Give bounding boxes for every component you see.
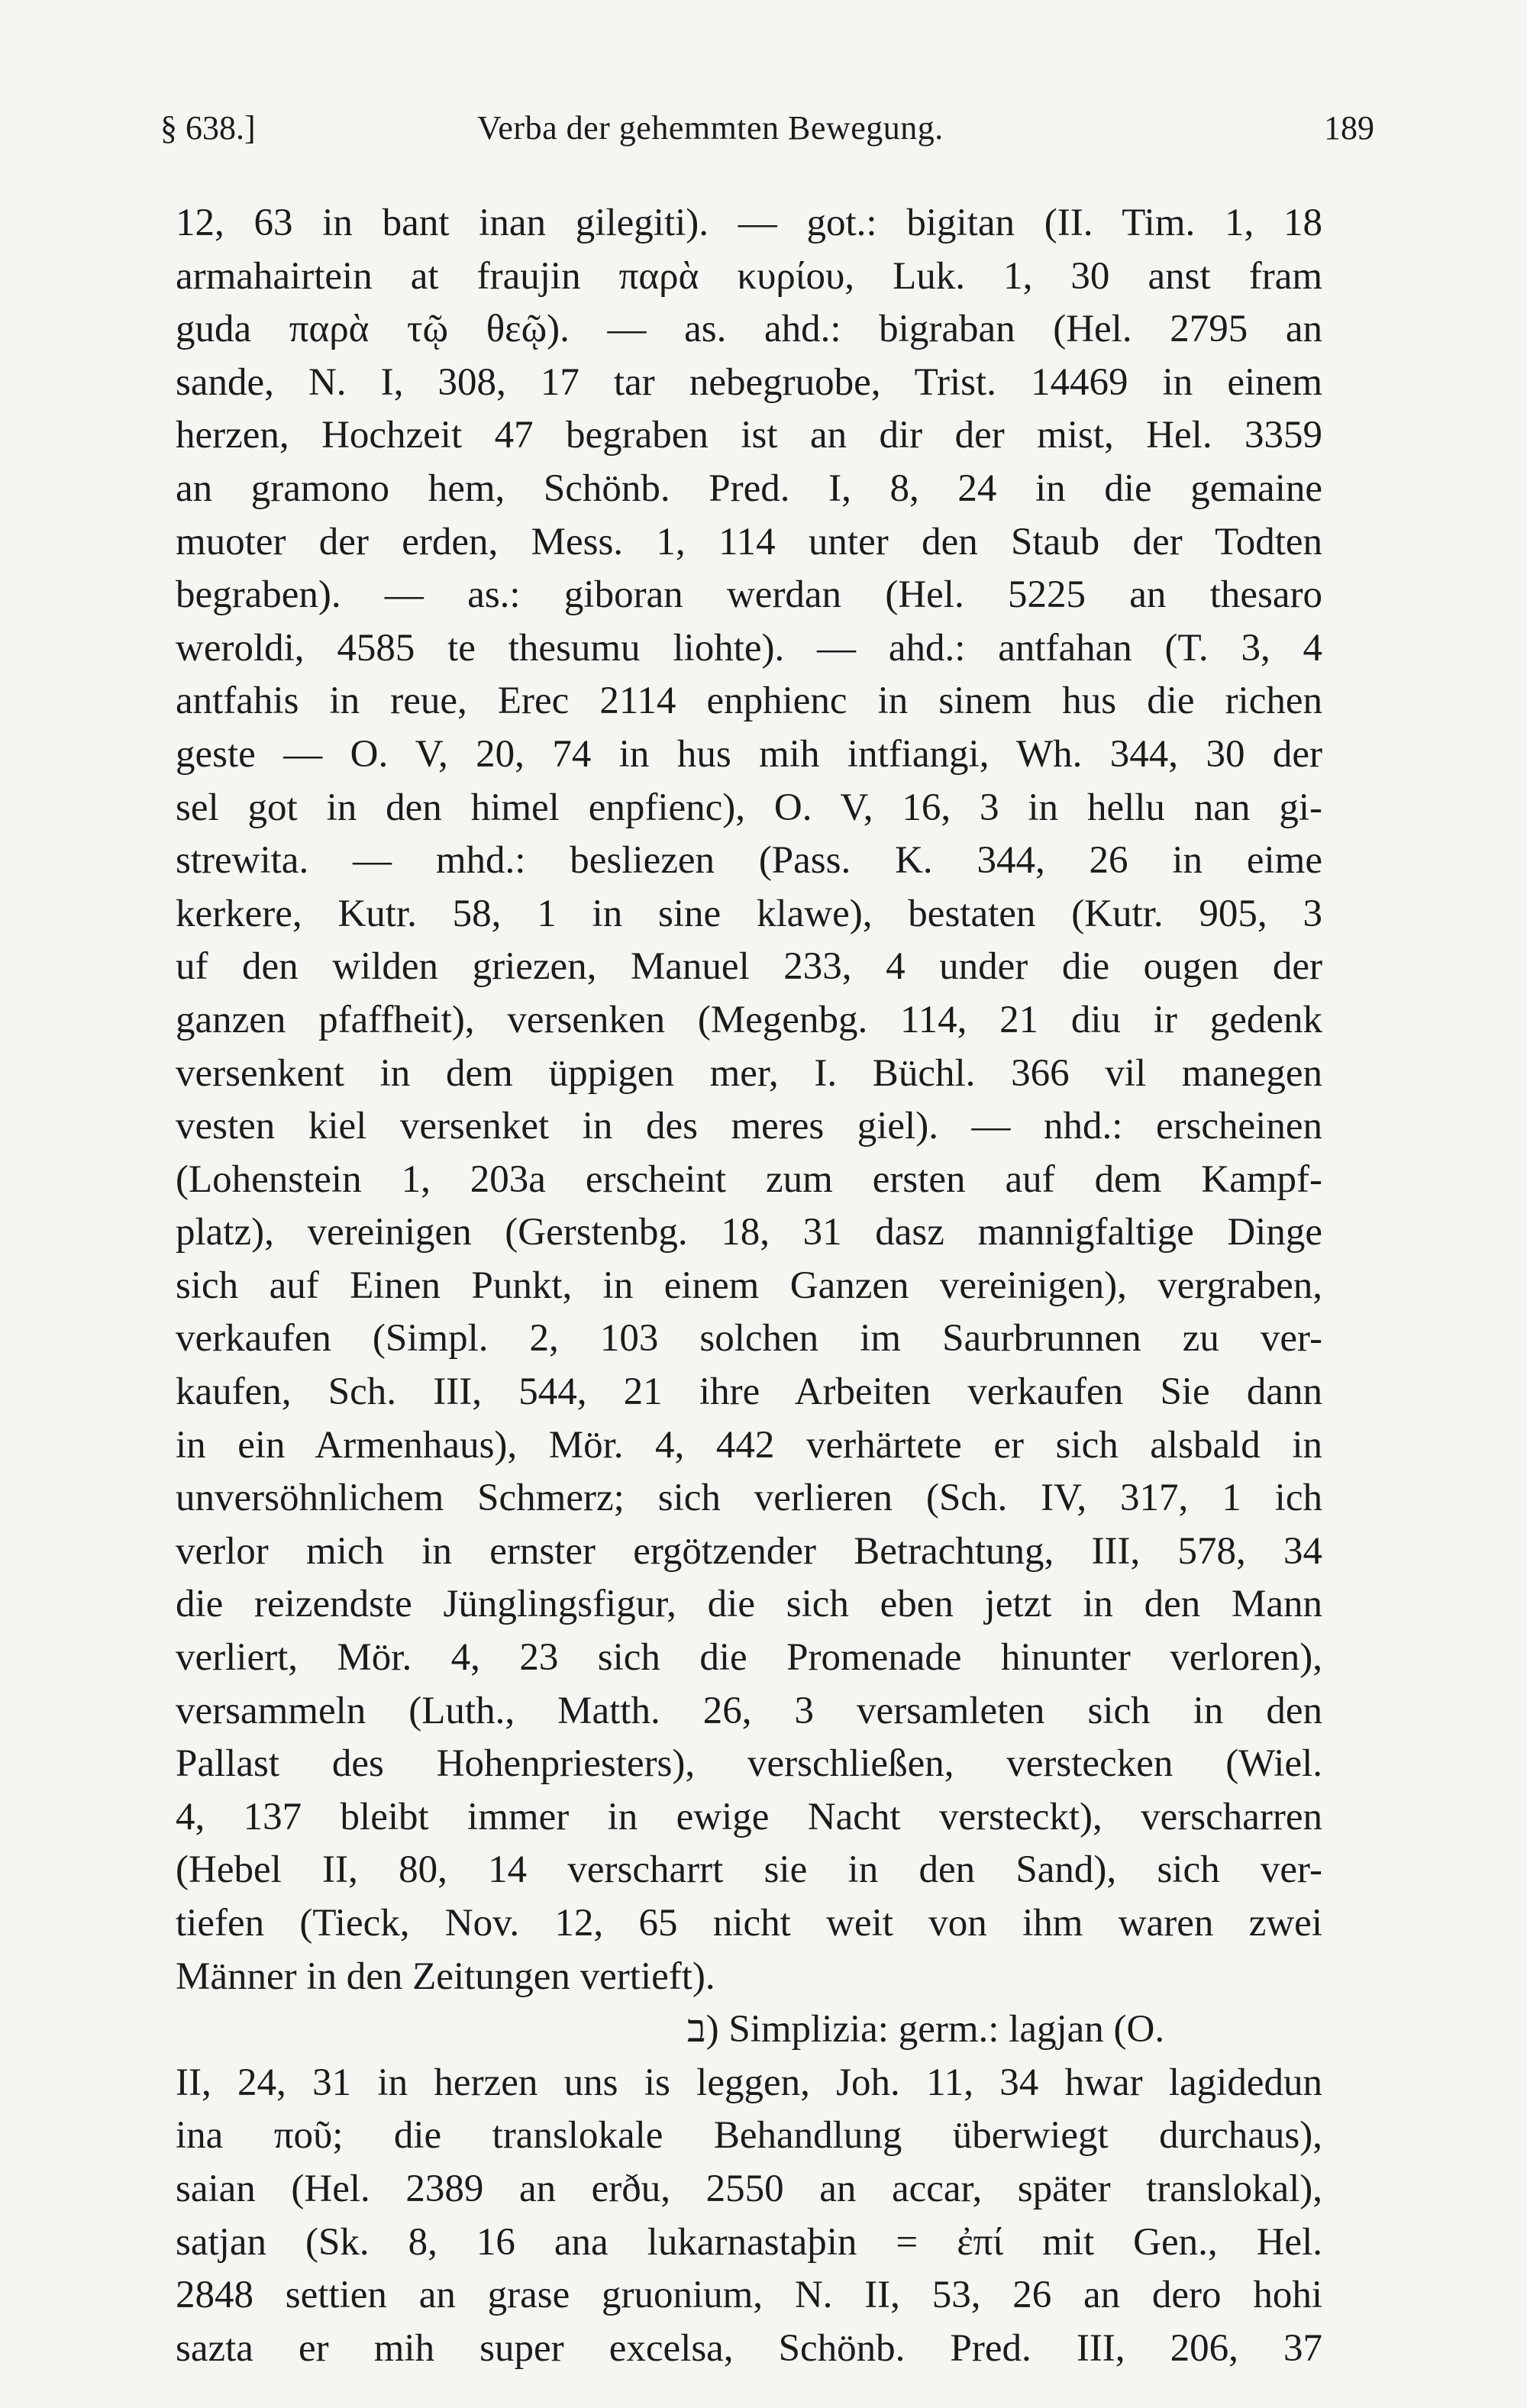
text-line: (Lohenstein 1, 203a erscheint zum ersten auf dem Kampf- [176,1157,1322,1201]
text-line: muoter der erden, Mess. 1, 114 unter den Staub der Todten [176,520,1322,563]
text-line: kerkere, Kutr. 58, 1 in sine klawe), bestaten (Kutr. 905, 3 [176,892,1322,935]
text-line: 4, 137 bleibt immer in ewige Nacht versteckt), verscharren [176,1795,1322,1838]
text-line: platz), vereinigen (Gerstenbg. 18, 31 dasz mannigfaltige Dinge [176,1211,1322,1254]
text-line: an gramono hem, Schönb. Pred. I, 8, 24 in die gemaine [176,466,1322,510]
text-line: guda παρὰ τῷ θεῷ). — as. ahd.: bigraban (Hel. 2795 an [176,308,1322,351]
text-line: herzen, Hochzeit 47 begraben ist an dir der mist, Hel. 3359 [176,414,1322,457]
text-line: sande, N. I, 308, 17 tar nebegruobe, Trist. 14469 in einem [176,360,1322,404]
text-line: uf den wilden griezen, Manuel 233, 4 under die ougen der [176,945,1322,989]
text-line: antfahis in reue, Erec 2114 enphienc in sinem hus die richen [176,679,1322,723]
text-line: unversöhnlichem Schmerz; sich verlieren (Sch. IV, 317, 1 ich [176,1477,1322,1520]
text-line: satjan (Sk. 8, 16 ana lukarnastaþin = ἐπί mit Gen., Hel. [176,2220,1322,2264]
text-line: geste — O. V, 20, 74 in hus mih intfiangi, Wh. 344, 30 der [176,732,1322,776]
text-line: strewita. — mhd.: besliezen (Pass. K. 344, 26 in eime [176,839,1322,883]
text-line: verliert, Mör. 4, 23 sich die Promenade hinunter verloren), [176,1636,1322,1680]
running-header [160,108,1374,154]
text-line: in ein Armenhaus), Mör. 4, 442 verhärtete er sich alsbald in [176,1423,1322,1467]
page-number: 189 [1324,109,1374,147]
running-title: Verba der gehemmten Bewegung. [477,109,944,147]
text-line: verkaufen (Simpl. 2, 103 solchen im Saurbrunnen zu ver- [176,1317,1322,1361]
text-line: begraben). — as.: giboran werdan (Hel. 5225 an thesaro [176,573,1322,617]
text-line: sel got in den himel enpfienc), O. V, 16, 3 in hellu nan gi- [176,786,1322,829]
text-line: weroldi, 4585 te thesumu liohte). — ahd.: antfahan (T. 3, 4 [176,626,1322,670]
text-line: Pallast des Hohenpriesters), verschließen, verstecken (Wiel. [176,1742,1322,1786]
text-line: sich auf Einen Punkt, in einem Ganzen vereinigen), vergraben, [176,1264,1322,1307]
text-line: tiefen (Tieck, Nov. 12, 65 nicht weit von ihm waren zwei [176,1902,1322,1945]
text-line: saian (Hel. 2389 an erðu, 2550 an accar, später translokal), [176,2167,1322,2210]
text-line: armahairtein at fraujin παρὰ κυρίου, Luk. 1, 30 anst fram [176,254,1322,298]
text-line: vesten kiel versenket in des meres giel). — nhd.: erscheinen [176,1105,1322,1148]
text-line: die reizendste Jünglingsfigur, die sich eben jetzt in den Mann [176,1583,1322,1626]
text-line: 12, 63 in bant inan gilegiti). — got.: bigitan (II. Tim. 1, 18 [176,202,1322,244]
text-line: (Hebel II, 80, 14 verscharrt sie in den Sand), sich ver- [176,1848,1322,1892]
text-line: ina ποῦ; die translokale Behandlung überwiegt durchaus), [176,2114,1322,2158]
body-text [176,197,1322,2375]
text-line: ganzen pfaffheit), versenken (Megenbg. 114, 21 diu ir gedenk [176,998,1322,1041]
text-line: sazta er mih super excelsa, Schönb. Pred. III, 206, 37 [176,2326,1322,2370]
text-line: versammeln (Luth., Matth. 26, 3 versamleten sich in den [176,1689,1322,1732]
text-line: 2848 settien an grase gruonium, N. II, 53, 26 an dero hohi [176,2274,1322,2317]
text-line: verlor mich in ernster ergötzender Betrachtung, III, 578, 34 [176,1529,1322,1573]
text-line: versenkent in dem üppigen mer, I. Büchl. 366 vil manegen [176,1051,1322,1095]
text-line: II, 24, 31 in herzen uns is leggen, Joh. 11, 34 hwar lagidedun [176,2061,1322,2104]
section-reference: § 638.] [160,109,256,147]
text-line: kaufen, Sch. III, 544, 21 ihre Arbeiten verkaufen Sie dann [176,1370,1322,1414]
text-line-paragraph-end: Männer in den Zeitungen vertieft). [176,1954,715,1998]
text-line-subsection-start: ב) Simplizia: germ.: lagjan (O. [687,2008,1165,2051]
